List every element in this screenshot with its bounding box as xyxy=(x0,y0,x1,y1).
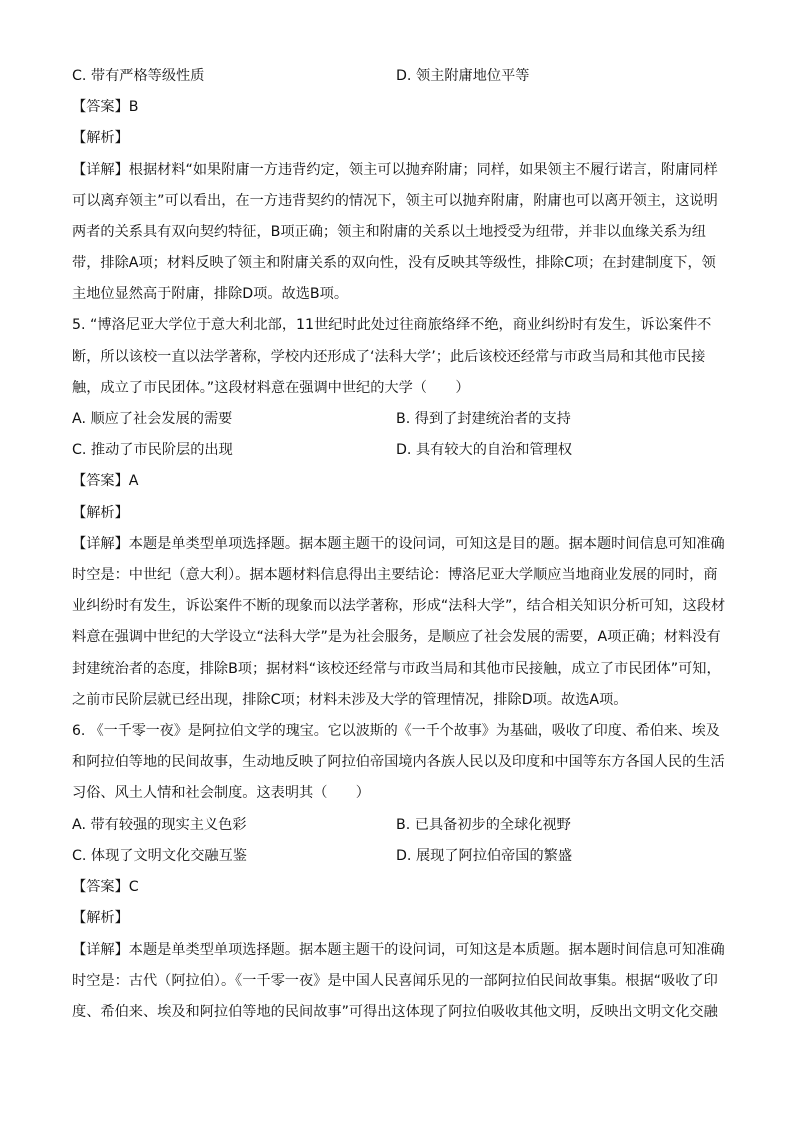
q5-stem-line: 断，所以该校一直以法学著称，学校内还形成了‘法科大学’；此后该校还经常与市政当局和其他市民接 xyxy=(72,349,706,365)
q5-detail-line: 业纠纷时有发生，诉讼案件不断的现象而以法学著称，形成“法科大学”，结合相关知识分析可知，这段材 xyxy=(72,598,726,614)
q6-detail-line: 时空是：古代（阿拉伯）。《一千零一夜》是中国人民喜闻乐见的一部阿拉伯民间故事集。根据“吸收了印 xyxy=(72,973,718,989)
q6-stem-line: 6. 《一千零一夜》是阿拉伯文学的瑰宝。它以波斯的《一千个故事》为基础，吸收了印度、希伯来、埃及 xyxy=(72,723,720,739)
q5-stem-line: 5. “博洛尼亚大学位于意大利北部，11世纪时此处过往商旅络绎不绝，商业纠纷时有发生，诉讼案件不 xyxy=(72,317,712,333)
q5-detail-line: 料意在强调中世纪的大学设立“法科大学”是为社会服务，是顺应了社会发展的需要，A项正确；材料没有 xyxy=(72,629,721,645)
answer-value: C xyxy=(128,879,139,895)
q6-option-d: D. 展现了阿拉伯帝国的繁盛 xyxy=(396,848,573,864)
q5-analysis-label: 【解析】 xyxy=(72,505,129,521)
q5-detail-line: 【详解】本题是单类型单项选择题。据本题主题干的设问词，可知这是目的题。据本题时间信息可知准确 xyxy=(72,536,725,552)
answer-value: B xyxy=(128,99,139,115)
q6-analysis-label: 【解析】 xyxy=(72,910,129,926)
q4-analysis-label: 【解析】 xyxy=(72,130,129,146)
q5-option-b: B. 得到了封建统治者的支持 xyxy=(396,411,571,427)
q6-detail-line: 度、希伯来、埃及和阿拉伯等地的民间故事”可得出这体现了阿拉伯吸收其他文明，反映出文明文化交融 xyxy=(72,1004,718,1020)
q6-detail-line: 【详解】本题是单类型单项选择题。据本题主题干的设问词，可知这是本质题。据本题时间信息可知准确 xyxy=(72,942,725,958)
q4-option-c: C. 带有严格等级性质 xyxy=(72,68,205,84)
q6-stem-line: 习俗、风土人情和社会制度。这表明其（ ） xyxy=(72,785,370,801)
q5-option-a: A. 顺应了社会发展的需要 xyxy=(72,411,233,427)
q4-detail-line: 带，排除A项；材料反映了领主和附庸关系的双向性，没有反映其等级性，排除C项；在封建制度下，领 xyxy=(72,255,716,271)
q5-stem-line: 触，成立了市民团体。”这段材料意在强调中世纪的大学（ ） xyxy=(72,380,470,396)
q4-detail-line: 两者的关系具有双向契约特征，B项正确；领主和附庸的关系以土地授受为纽带，并非以血缘关系为纽 xyxy=(72,224,706,240)
q5-detail-line: 封建统治者的态度，排除B项；据材料“该校还经常与市政当局和其他市民接触，成立了市民团体”可知， xyxy=(72,661,721,677)
q5-detail-line: 时空是：中世纪（意大利）。据本题材料信息得出主要结论：博洛尼亚大学顺应当地商业发展的同时，商 xyxy=(72,567,718,583)
q6-option-a: A. 带有较强的现实主义色彩 xyxy=(72,817,247,833)
q6-option-c: C. 体现了文明文化交融互鉴 xyxy=(72,848,247,864)
q6-option-b: B. 已具备初步的全球化视野 xyxy=(396,817,571,833)
answer-label: 【答案】 xyxy=(72,879,129,895)
q5-option-c: C. 推动了市民阶层的出现 xyxy=(72,442,233,458)
q5-detail-line: 之前市民阶层就已经出现，排除C项；材料未涉及大学的管理情况，排除D项。故选A项。 xyxy=(72,692,628,708)
q4-detail-line: 可以离弃领主”可以看出，在一方违背契约的情况下，领主可以抛弃附庸，附庸也可以离开领主，这说明 xyxy=(72,193,718,209)
q6-stem-line: 和阿拉伯等地的民间故事，生动地反映了阿拉伯帝国境内各族人民以及印度和中国等东方各国人民的生活 xyxy=(72,754,725,770)
q4-answer xyxy=(72,97,728,117)
answer-label: 【答案】 xyxy=(72,473,129,489)
q5-option-d: D. 具有较大的自治和管理权 xyxy=(396,442,573,458)
q6-answer xyxy=(72,877,728,897)
q4-detail-line: 主地位显然高于附庸，排除D项。故选B项。 xyxy=(72,286,349,302)
answer-value: A xyxy=(128,473,139,489)
answer-label: 【答案】 xyxy=(72,99,129,115)
q5-answer xyxy=(72,471,728,491)
q4-option-d: D. 领主附庸地位平等 xyxy=(396,68,530,84)
q4-detail-line: 【详解】根据材料“如果附庸一方违背约定，领主可以抛弃附庸；同样，如果领主不履行诺言，附庸同样 xyxy=(72,162,718,178)
